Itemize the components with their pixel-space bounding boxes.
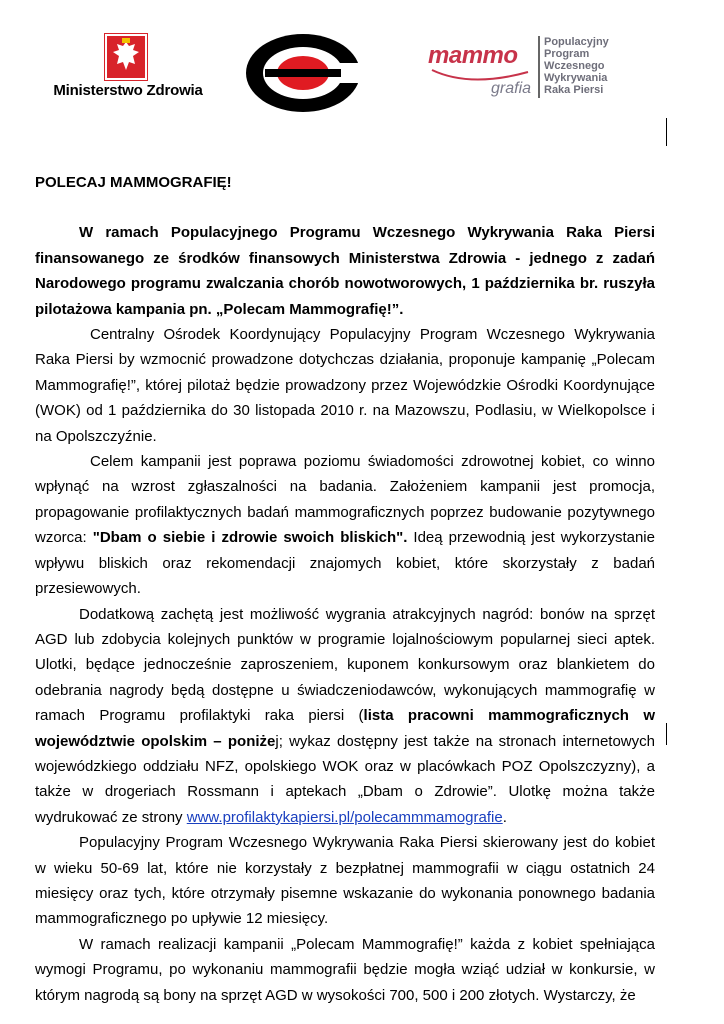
program-logo-text: Populacyjny Program Wczesnego Wykrywania Raka Piersi [544, 36, 609, 96]
mammo-logo-word: mammo [428, 42, 518, 69]
mammografia-program-logo [428, 36, 608, 102]
leaflet-download-link[interactable]: www.profilaktykapiersi.pl/polecammmamografie [186, 808, 503, 826]
campaign-slogan: "Dbam o siebie i zdrowie swoich bliskich". [92, 529, 408, 547]
document-body [35, 170, 655, 1008]
clinics-list-reference: lista pracowni mammograficznych w województwie opolskim – poniże [35, 707, 655, 750]
document-title: POLECAJ MAMMOGRAFIĘ! [35, 174, 232, 191]
logo-header [0, 0, 724, 120]
change-bar-top [666, 118, 667, 146]
paragraph-eligibility: Populacyjny Program Wczesnego Wykrywania Raka Piersi skierowany jest do kobiet w wieku 50-69 lat, które nie korzystały z bezpłatnej mammografii w ciągu ostatnich 24 miesięcy oraz tych, które otrzymały pisemne wskazanie do wykonania ponownego badania mammograficznego po upływie 12 miesięcy. [35, 834, 655, 928]
paragraph-prizes: Dodatkową zachętą jest możliwość wygrania atrakcyjnych nagród: bonów na sprzęt AGD lub zdobycia kolejnych punktów w programie lojalnościowym popularnej sieci aptek. Ulotki, będące jednocześnie zaproszeniem, kuponem konkursowym oraz blankietem do odebrania nagrody będą dostępne u świadczeniodawców, wykonujących mammografię w ramach Programu profilaktyki raka piersi (lista pracowni mammograficznych w województwie opolskim – poniżej; wykaz dostępny jest także na stronach internetowych wojewódzkiego oddziału NFZ, opolskiego WOK oraz w placówkach POZ Opolszczyzny), a także w drogeriach Rossmann i aptekach „Dbam o Zdrowie”. Ulotkę można także wydrukować ze strony www.profilaktykapiersi.pl/polecammmamografie. [35, 605, 655, 826]
ministry-of-health-logo [48, 34, 208, 104]
grafia-logo-word: grafia [491, 80, 532, 97]
paragraph-campaign-description: Centralny Ośrodek Koordynujący Populacyjny Program Wczesnego Wykrywania Raka Piersi by wzmocnić prowadzone dotychczas działania, proponuje kampanię „Polecam Mammografię!”, której pilotaż będzie prowadzony przez Wojewódzkie Ośrodki Koordynujące (WOK) od 1 października do 30 listopada 2010 r. na Mazowszu, Podlasiu, w Wielkopolsce i na Opolszczyźnie. [35, 326, 655, 445]
lead-paragraph: W ramach Populacyjnego Programu Wczesnego Wykrywania Raka Piersi finansowanego ze środków finansowych Ministerstwa Zdrowia - jednego z zadań Narodowego programu zwalczania chorób nowotworowych, 1 października br. ruszyła pilotażowa kampania pn. „Polecam Mammografię!”. [35, 224, 655, 318]
paragraph-contest: W ramach realizacji kampanii „Polecam Mammografię!” każda z kobiet spełniająca wymogi Programu, po wykonaniu mammografii będzie mogła wziąć udział w konkursie, w którym nagrodą są bony na sprzęt AGD w wysokości 700, 500 i 200 złotych. Wystarczy, że [35, 935, 655, 1004]
logo-divider [538, 36, 540, 98]
coc-logo [245, 33, 361, 113]
polish-eagle-emblem-icon [105, 34, 147, 80]
paragraph-campaign-goal: Celem kampanii jest poprawa poziomu świadomości zdrowotnej kobiet, co winno wpłynąć na wzrost zgłaszalności na badania. Założeniem kampanii jest promocja, propagowanie profilaktycznych badań mammograficznych poprzez budowanie pozytywnego wzorca: "Dbam o siebie i zdrowie swoich bliskich". Ideą przewodnią jest wykorzystanie wpływu bliskich oraz rekomendacji znajomych kobiet, które skorzystały z badań przesiewowych. [35, 453, 655, 598]
change-bar-middle [666, 723, 667, 745]
ministry-logo-text: Ministerstwo Zdrowia [53, 82, 203, 99]
